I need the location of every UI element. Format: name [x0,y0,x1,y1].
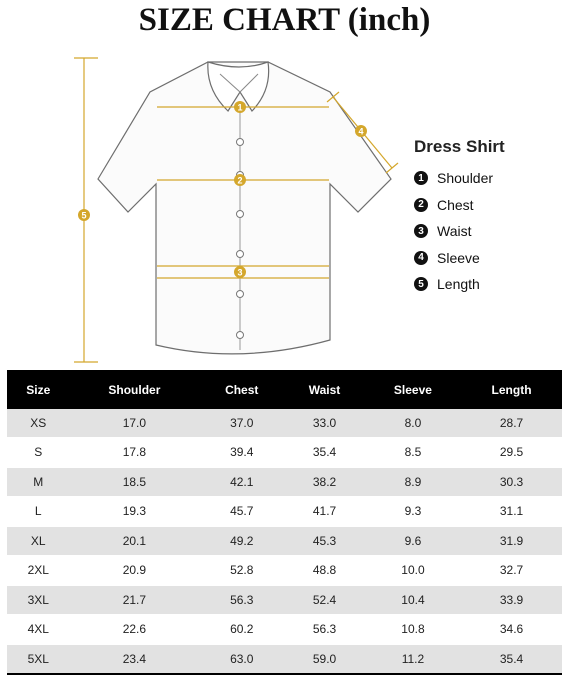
marker-sleeve [355,125,367,137]
table-cell: 42.1 [199,467,284,497]
table-cell: 33.9 [461,585,562,615]
marker-label: 1 [237,102,243,113]
table-cell: 8.5 [365,438,461,468]
number-4-icon: 4 [414,251,428,265]
table-cell: 32.7 [461,556,562,586]
column-header: Sleeve [365,370,461,409]
table-cell: 52.8 [199,556,284,586]
legend-label: Length [437,276,480,293]
table-cell: M [7,467,70,497]
column-header: Chest [199,370,284,409]
table-cell: 9.3 [365,497,461,527]
marker-label: 2 [237,175,243,186]
table-cell: 52.4 [284,585,365,615]
table-cell: 18.5 [70,467,200,497]
table-cell: 8.9 [365,467,461,497]
legend-title: Dress Shirt [414,137,505,156]
table-cell: 35.4 [284,438,365,468]
shirt-button [237,332,244,339]
table-cell: 30.3 [461,467,562,497]
number-2-icon: 2 [414,198,428,212]
table-cell: 11.2 [365,644,461,674]
table-cell: 8.0 [365,409,461,438]
table-cell: 33.0 [284,409,365,438]
shirt-button [237,139,244,146]
legend-item-waist [414,218,505,245]
table-cell: 45.3 [284,526,365,556]
table-cell: 59.0 [284,644,365,674]
table-cell: 49.2 [199,526,284,556]
table-cell: 21.7 [70,585,200,615]
table-cell: 2XL [7,556,70,586]
table-row [7,585,562,615]
table-cell: S [7,438,70,468]
table-cell: 28.7 [461,409,562,438]
size-table [7,370,562,675]
table-cell: 10.4 [365,585,461,615]
table-cell: 10.0 [365,556,461,586]
column-header: Size [7,370,70,409]
table-cell: 31.1 [461,497,562,527]
page-title: SIZE CHART (inch) [138,2,431,38]
table-cell: 60.2 [199,615,284,645]
shirt-button [237,211,244,218]
table-cell: 63.0 [199,644,284,674]
table-cell: 4XL [7,615,70,645]
marker-length [78,209,90,221]
legend-label: Waist [437,223,472,240]
legend-item-chest [414,192,505,219]
shirt-button [237,291,244,298]
legend-label: Sleeve [437,249,480,266]
table-cell: 20.1 [70,526,200,556]
number-1-icon: 1 [414,171,428,185]
legend-item-length [414,271,505,298]
table-cell: 20.9 [70,556,200,586]
table-cell: 48.8 [284,556,365,586]
table-cell: 23.4 [70,644,200,674]
column-header: Shoulder [70,370,200,409]
shirt-button [237,251,244,258]
table-cell: 41.7 [284,497,365,527]
table-cell: 22.6 [70,615,200,645]
table-row [7,556,562,586]
table-header-row [7,370,562,409]
table-row [7,615,562,645]
sleeve-tick-bottom [386,163,398,173]
table-cell: 5XL [7,644,70,674]
table-cell: 29.5 [461,438,562,468]
table-cell: 38.2 [284,467,365,497]
marker-label: 4 [358,126,364,137]
table-cell: XS [7,409,70,438]
number-3-icon: 3 [414,224,428,238]
table-cell: 10.8 [365,615,461,645]
table-cell: 3XL [7,585,70,615]
legend-label: Chest [437,196,474,213]
legend-item-shoulder [414,165,505,192]
table-cell: 9.6 [365,526,461,556]
column-header: Waist [284,370,365,409]
marker-waist [234,266,246,278]
column-header: Length [461,370,562,409]
marker-shoulder [234,101,246,113]
table-row [7,526,562,556]
table-row [7,467,562,497]
table-cell: 19.3 [70,497,200,527]
table-cell: 34.6 [461,615,562,645]
marker-chest [234,174,246,186]
table-cell: 56.3 [199,585,284,615]
marker-label: 5 [81,210,87,221]
table-row [7,644,562,674]
table-cell: 17.0 [70,409,200,438]
table-cell: 56.3 [284,615,365,645]
table-row [7,409,562,438]
number-5-icon: 5 [414,277,428,291]
legend-label: Shoulder [437,170,494,187]
table-cell: 45.7 [199,497,284,527]
table-cell: 31.9 [461,526,562,556]
table-cell: L [7,497,70,527]
table-cell: 17.8 [70,438,200,468]
table-cell: 39.4 [199,438,284,468]
marker-label: 3 [237,267,243,278]
table-row [7,497,562,527]
table-row [7,438,562,468]
table-cell: XL [7,526,70,556]
legend-item-sleeve [414,245,505,272]
table-cell: 35.4 [461,644,562,674]
measurement-legend [414,137,505,298]
table-cell: 37.0 [199,409,284,438]
